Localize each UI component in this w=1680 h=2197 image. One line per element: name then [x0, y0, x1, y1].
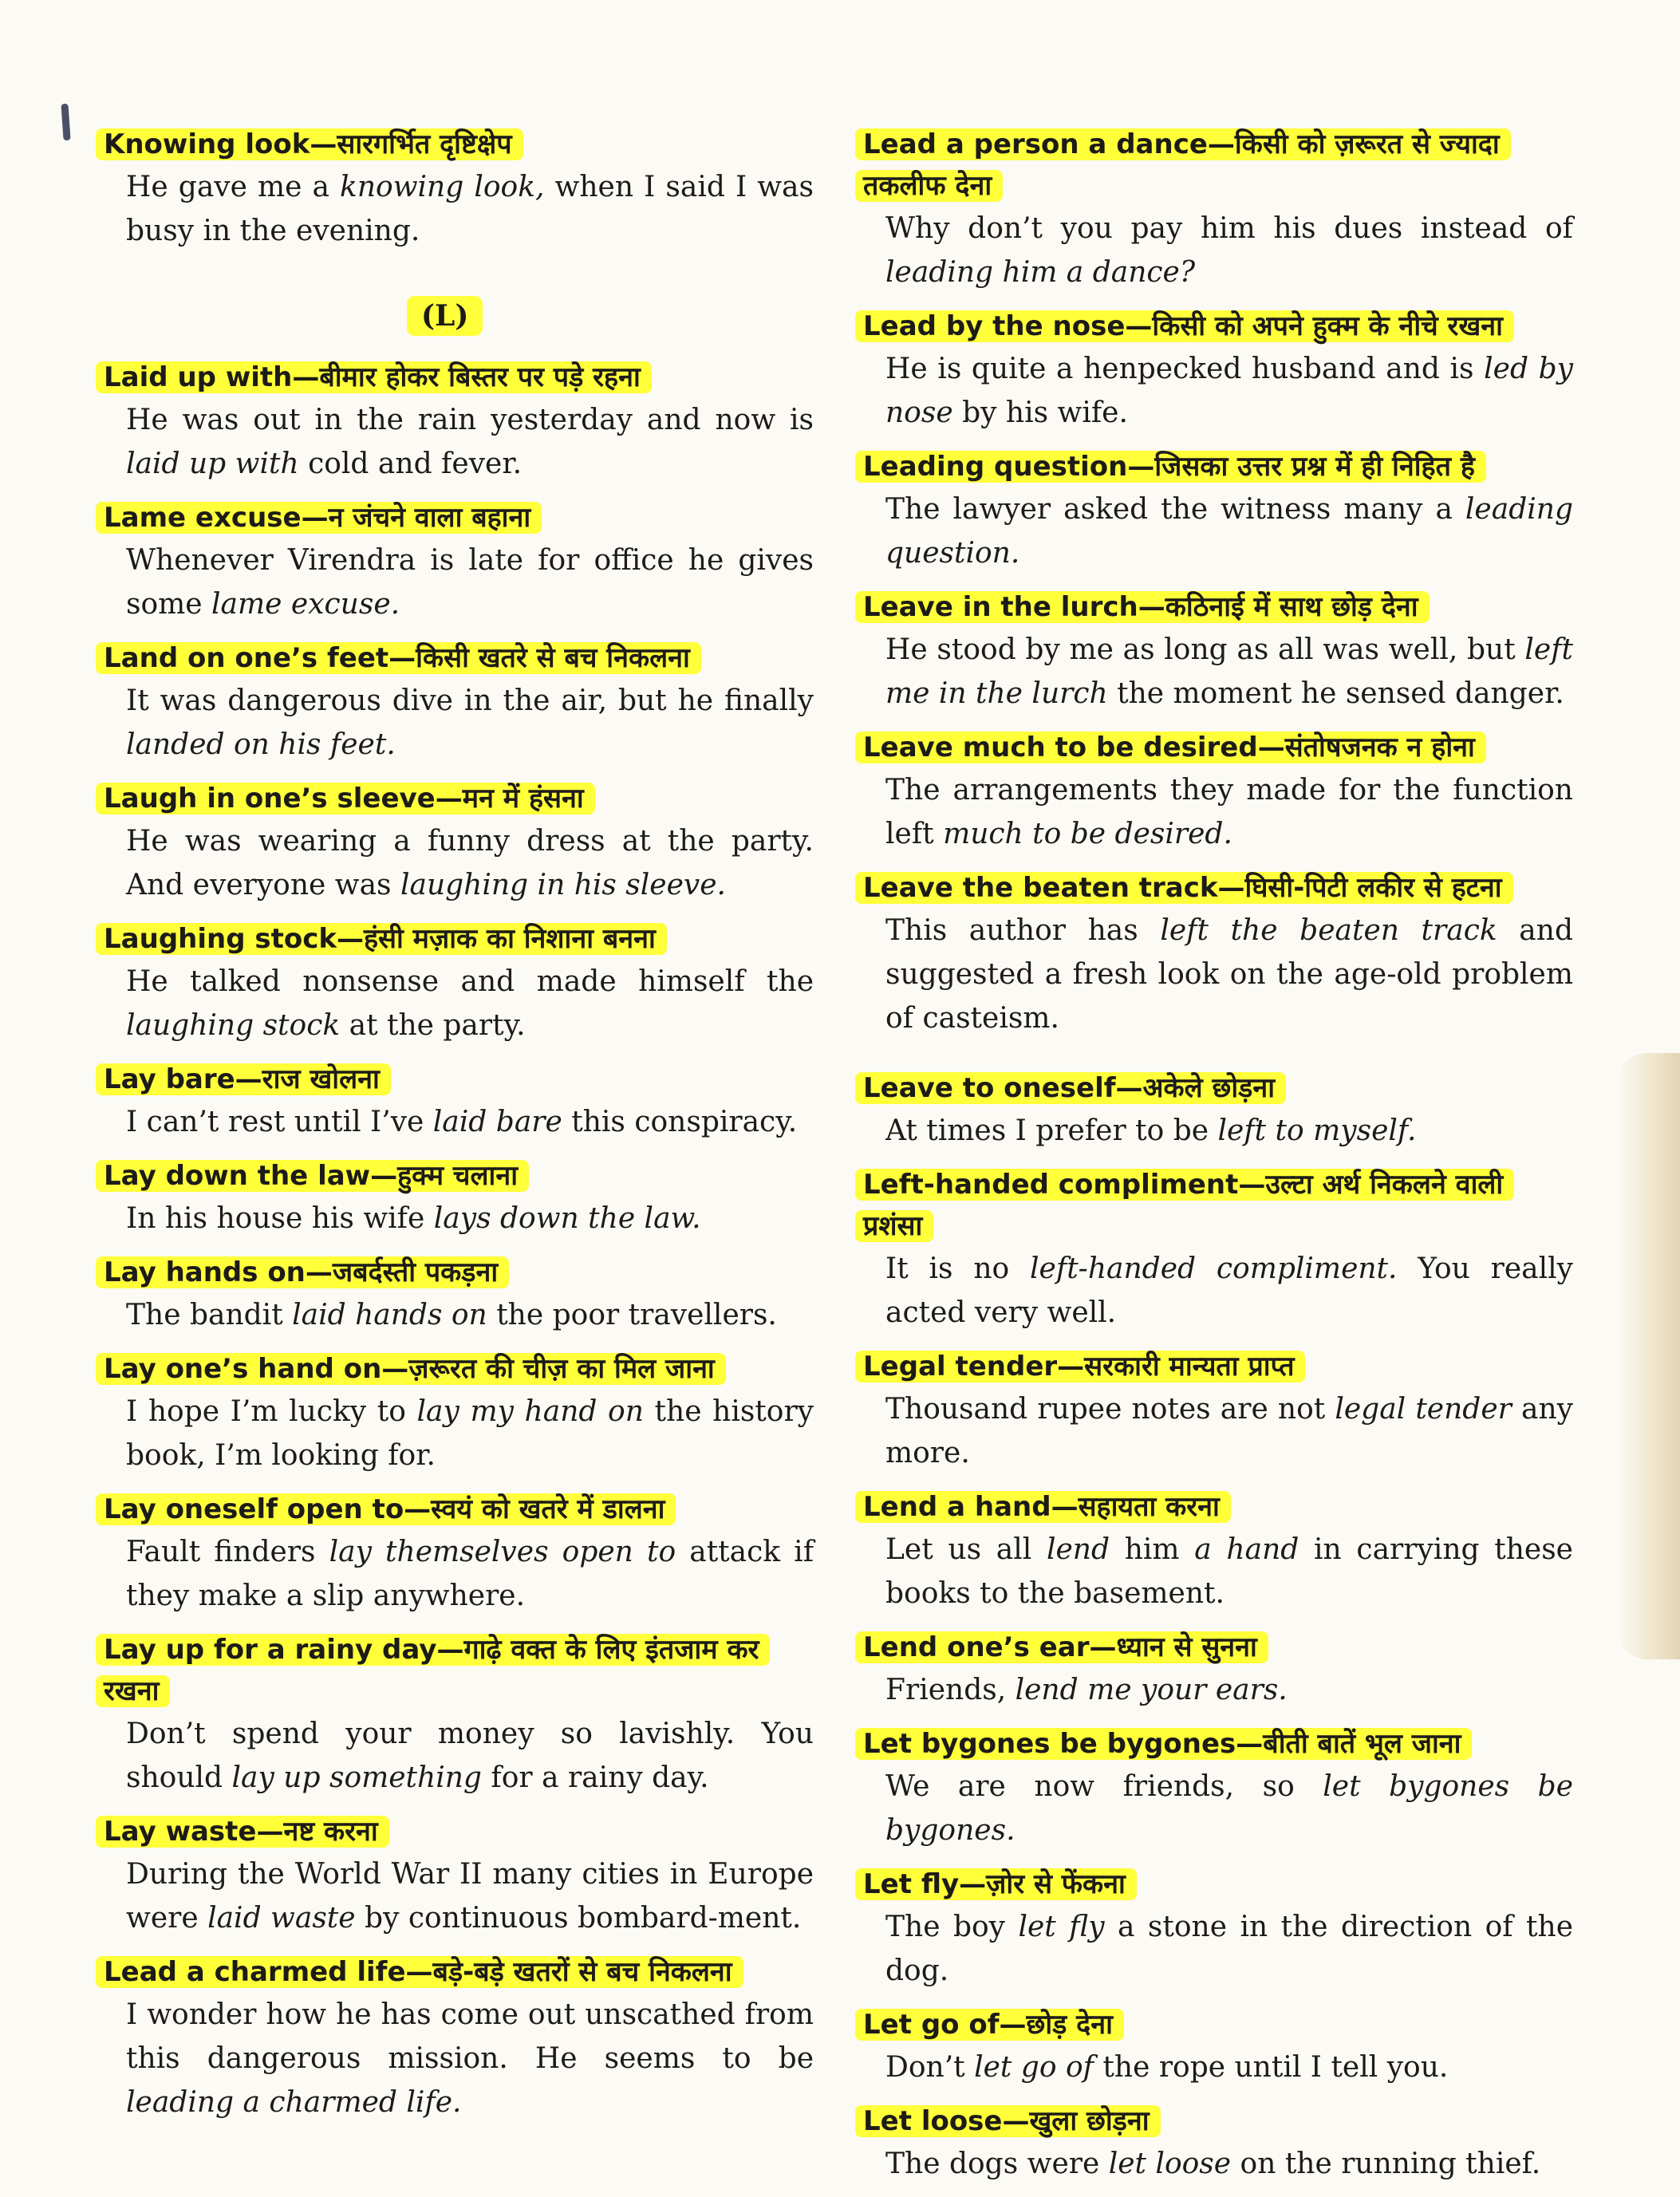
example-text: cold and fever.	[298, 448, 523, 480]
example-idiom-italic: let go of	[974, 2051, 1094, 2084]
idiom-headword: Let bygones be bygones—बीती बातें भूल जाना	[855, 1728, 1472, 1760]
example-text: the history book, I’m looking for.	[126, 1395, 814, 1472]
idiom-entry	[96, 1629, 814, 1800]
example-text: any more.	[885, 1393, 1573, 1469]
idiom-headword: Lead a person a dance—किसी को ज़रूरत से ज्यादा तकलीफ देना	[855, 128, 1511, 202]
example-text: He was wearing a funny dress at the party. And everyone was	[126, 825, 814, 901]
example-text: this conspiracy.	[562, 1106, 798, 1138]
idiom-entry	[96, 1252, 814, 1337]
example-text: attack if they make a slip anywhere.	[126, 1536, 814, 1612]
idiom-headword: Lay down the law—हुक्म चलाना	[96, 1160, 529, 1192]
example-text: a stone in the direction of the dog.	[885, 1911, 1573, 1987]
idiom-example	[126, 679, 814, 767]
idiom-headword: Leave much to be desired—संतोषजनक न होना	[855, 732, 1486, 763]
idiom-entry	[96, 637, 814, 767]
example-text: by his wife.	[952, 396, 1128, 429]
pen-mark	[61, 104, 70, 141]
idiom-example	[885, 1247, 1573, 1335]
idiom-entry	[855, 1486, 1573, 1615]
idiom-example	[126, 165, 814, 253]
idiom-headword: Lame excuse—न जंचने वाला बहाना	[96, 502, 542, 534]
idiom-example	[126, 398, 814, 486]
idiom-headword: Let go of—छोड़ देना	[855, 2009, 1124, 2041]
idiom-example	[885, 1109, 1573, 1153]
idiom-example	[126, 960, 814, 1047]
idiom-entry	[96, 1489, 814, 1618]
idiom-headword: Lay bare—राज खोलना	[96, 1063, 391, 1095]
idiom-example	[885, 347, 1573, 435]
idiom-example	[126, 1712, 814, 1800]
example-idiom-italic: lay up something	[231, 1761, 482, 1794]
example-idiom-italic: let bygones be bygones.	[885, 1770, 1574, 1847]
example-idiom-italic: much to be desired.	[943, 818, 1232, 850]
example-text: At times I prefer to be	[885, 1114, 1218, 1147]
example-idiom-italic: left-handed compliment.	[1030, 1252, 1398, 1285]
example-idiom-italic: leading a charmed life.	[126, 2086, 462, 2119]
example-text: Thousand rupee notes are not	[885, 1393, 1335, 1426]
idiom-example	[885, 1668, 1573, 1712]
example-text: The boy	[885, 1911, 1019, 1943]
example-text: him	[1110, 1533, 1195, 1566]
example-text: We are now friends, so	[885, 1770, 1323, 1803]
example-text: the poor travellers.	[487, 1299, 777, 1331]
idiom-example	[885, 1905, 1573, 1993]
example-idiom-italic: leading him a dance?	[885, 256, 1196, 289]
idiom-headword: Left-handed compliment—उल्टा अर्थ निकलने वाली प्रशंसा	[855, 1169, 1514, 1242]
idiom-entry	[855, 1067, 1573, 1153]
example-idiom-italic: left the beaten track	[1160, 914, 1497, 947]
example-text: He is quite a henpecked husband and is	[885, 353, 1485, 385]
example-text: in carrying these books to the basement.	[885, 1533, 1573, 1610]
example-text: Don’t spend your money so lavishly. You should	[126, 1718, 814, 1794]
idiom-entry	[96, 1811, 814, 1940]
example-text: by continuous bombard-ment.	[355, 1902, 802, 1935]
section-heading: (L)	[407, 296, 483, 336]
idiom-entry	[96, 1155, 814, 1240]
example-idiom-italic: lays down the law.	[433, 1202, 701, 1235]
idiom-example	[885, 207, 1573, 294]
example-idiom-italic: laid up with	[126, 448, 299, 480]
example-idiom-italic: lay themselves open to	[329, 1536, 676, 1568]
idiom-example	[885, 1387, 1573, 1475]
example-text: He gave me a	[126, 171, 341, 203]
idiom-example	[885, 487, 1573, 575]
idiom-entry	[96, 1059, 814, 1144]
idiom-entry	[855, 586, 1573, 716]
idiom-entry	[855, 1627, 1573, 1712]
idiom-headword: Lay one’s hand on—ज़रूरत की चीज़ का मिल जाना	[96, 1353, 726, 1385]
idiom-headword: Lay waste—नष्ट करना	[96, 1816, 389, 1848]
example-text: the rope until I tell you.	[1093, 2051, 1449, 2084]
idiom-headword: Let loose—खुला छोड़ना	[855, 2105, 1161, 2137]
example-idiom-italic: laid hands on	[292, 1299, 487, 1331]
idiom-headword: Legal tender—सरकारी मान्यता प्राप्त	[855, 1351, 1305, 1382]
example-idiom-italic: landed on his feet.	[126, 728, 396, 761]
example-text: You really acted very well.	[885, 1252, 1573, 1329]
example-text: He talked nonsense and made himself the	[126, 965, 814, 998]
idiom-entry	[96, 497, 814, 626]
idiom-example	[126, 1293, 814, 1337]
example-text: I wonder how he has come out unscathed from this dangerous mission. He seems to be	[126, 1998, 814, 2075]
example-text: He stood by me as long as all was well, but	[885, 633, 1525, 666]
idiom-example	[126, 1852, 814, 1940]
example-text: Friends,	[885, 1674, 1015, 1706]
idiom-headword: Leading question—जिसका उत्तर प्रश्न में ही निहित है	[855, 451, 1486, 483]
example-idiom-italic: laughing in his sleeve.	[400, 869, 726, 901]
idiom-headword: Leave the beaten track—घिसी-पिटी लकीर से हटना	[855, 872, 1513, 904]
idiom-example	[126, 1197, 814, 1240]
idiom-entry	[855, 1346, 1573, 1475]
idiom-entry	[96, 357, 814, 486]
idiom-example	[885, 2142, 1573, 2186]
example-text: on the running thief.	[1231, 2148, 1541, 2180]
idiom-entry	[855, 727, 1573, 856]
idiom-example	[126, 1530, 814, 1618]
idiom-entry	[855, 124, 1573, 294]
example-idiom-italic: let fly	[1018, 1911, 1105, 1943]
example-text: It was dangerous dive in the air, but he finally	[126, 684, 814, 717]
idiom-example	[885, 909, 1573, 1040]
idiom-entry	[855, 2100, 1573, 2186]
example-text: Why don’t you pay him his dues instead of	[885, 212, 1573, 245]
idiom-example	[126, 1100, 814, 1144]
idiom-headword: Lay up for a rainy day—गाढ़े वक्त के लिए इंतजाम कर रखना	[96, 1634, 770, 1707]
example-idiom-italic: laid bare	[432, 1106, 562, 1138]
example-text: for a rainy day.	[481, 1761, 709, 1794]
idiom-headword: Lay oneself open to—स्वयं को खतरे में डालना	[96, 1493, 676, 1525]
example-idiom-italic: leading question.	[885, 493, 1573, 570]
idiom-example	[126, 1993, 814, 2124]
example-text: This author has	[885, 914, 1161, 947]
idiom-entry	[96, 1951, 814, 2124]
example-idiom-italic: legal tender	[1335, 1393, 1512, 1426]
idiom-headword: Leave in the lurch—कठिनाई में साथ छोड़ देना	[855, 591, 1430, 623]
example-text: the moment he sensed danger.	[1107, 677, 1564, 710]
example-idiom-italic: knowing look,	[340, 171, 545, 203]
idiom-headword: Lay hands on—जबर्दस्ती पकड़ना	[96, 1256, 509, 1288]
example-text: The dogs were	[885, 2148, 1109, 2180]
example-text: at the party.	[340, 1009, 526, 1042]
idiom-example	[885, 2045, 1573, 2089]
example-text: It is no	[885, 1252, 1031, 1285]
example-idiom-italic: lay my hand on	[416, 1395, 644, 1428]
idiom-entry	[96, 124, 814, 253]
example-text: Whenever Virendra is late for office he gives some	[126, 544, 814, 621]
idiom-headword: Lead a charmed life—बड़े-बड़े खतरों से बच निकलना	[96, 1956, 743, 1988]
example-idiom-italic: lend me your ears.	[1015, 1674, 1288, 1706]
example-text: The arrangements they made for the function left	[885, 774, 1573, 850]
example-text: Let us all	[885, 1533, 1047, 1566]
idiom-headword: Laugh in one’s sleeve—मन में हंसना	[96, 783, 595, 815]
idiom-headword: Knowing look—सारगर्भित दृष्टिक्षेप	[96, 128, 523, 160]
idiom-example	[885, 1528, 1573, 1615]
idiom-entry	[855, 306, 1573, 435]
right-column	[855, 124, 1573, 2197]
example-text: and suggested a fresh look on the age-old problem of casteism.	[885, 914, 1574, 1035]
idiom-entry	[855, 446, 1573, 575]
example-text: During the World War II many cities in Europe were	[126, 1858, 814, 1935]
idiom-entry	[855, 1864, 1573, 1993]
example-idiom-italic: led by nose	[885, 353, 1573, 429]
idiom-example	[126, 819, 814, 907]
idiom-entry	[96, 778, 814, 907]
idiom-example	[885, 768, 1573, 856]
idiom-example	[885, 628, 1573, 716]
example-idiom-italic: lend	[1046, 1533, 1110, 1566]
idiom-headword: Lend a hand—सहायता करना	[855, 1491, 1231, 1523]
example-idiom-italic: left me in the lurch	[885, 633, 1573, 710]
example-text: In his house his wife	[126, 1202, 434, 1235]
example-idiom-italic: laughing stock	[126, 1009, 341, 1042]
idiom-headword: Lead by the nose—किसी को अपने हुक्म के नीचे रखना	[855, 310, 1514, 342]
idiom-headword: Let fly—ज़ोर से फेंकना	[855, 1868, 1137, 1900]
left-column	[96, 124, 814, 2136]
idiom-entry	[855, 1164, 1573, 1335]
example-text: I hope I’m lucky to	[126, 1395, 417, 1428]
example-text: I can’t rest until I’ve	[126, 1106, 433, 1138]
idiom-headword: Laughing stock—हंसी मज़ाक का निशाना बनना	[96, 923, 667, 955]
example-text: Don’t	[885, 2051, 975, 2084]
example-idiom-italic: a hand	[1194, 1533, 1299, 1566]
idiom-entry	[855, 867, 1573, 1040]
example-idiom-italic: laid waste	[207, 1902, 356, 1935]
example-idiom-italic: let loose	[1108, 2148, 1232, 2180]
example-text: He was out in the rain yesterday and now is	[126, 404, 814, 436]
idiom-example	[126, 538, 814, 626]
idiom-headword: Leave to oneself—अकेले छोड़ना	[855, 1072, 1286, 1104]
paper-stain	[1616, 1053, 1680, 1659]
idiom-headword: Land on one’s feet—किसी खतरे से बच निकलना	[96, 642, 701, 674]
example-idiom-italic: lame excuse.	[211, 588, 400, 621]
idiom-entry	[96, 918, 814, 1047]
idiom-entry	[96, 1348, 814, 1477]
example-text: The lawyer asked the witness many a	[885, 493, 1465, 526]
example-text: when I said I was busy in the evening.	[126, 171, 814, 247]
idiom-entry	[855, 1723, 1573, 1852]
example-idiom-italic: left to myself.	[1217, 1114, 1417, 1147]
idiom-headword: Lend one’s ear—ध्यान से सुनना	[855, 1631, 1268, 1663]
idiom-headword: Laid up with—बीमार होकर बिस्तर पर पड़े रहना	[96, 361, 652, 393]
idiom-example	[885, 1765, 1573, 1852]
example-text: The bandit	[126, 1299, 293, 1331]
example-text: Fault finders	[126, 1536, 329, 1568]
idiom-example	[126, 1390, 814, 1477]
idiom-entry	[855, 2004, 1573, 2089]
